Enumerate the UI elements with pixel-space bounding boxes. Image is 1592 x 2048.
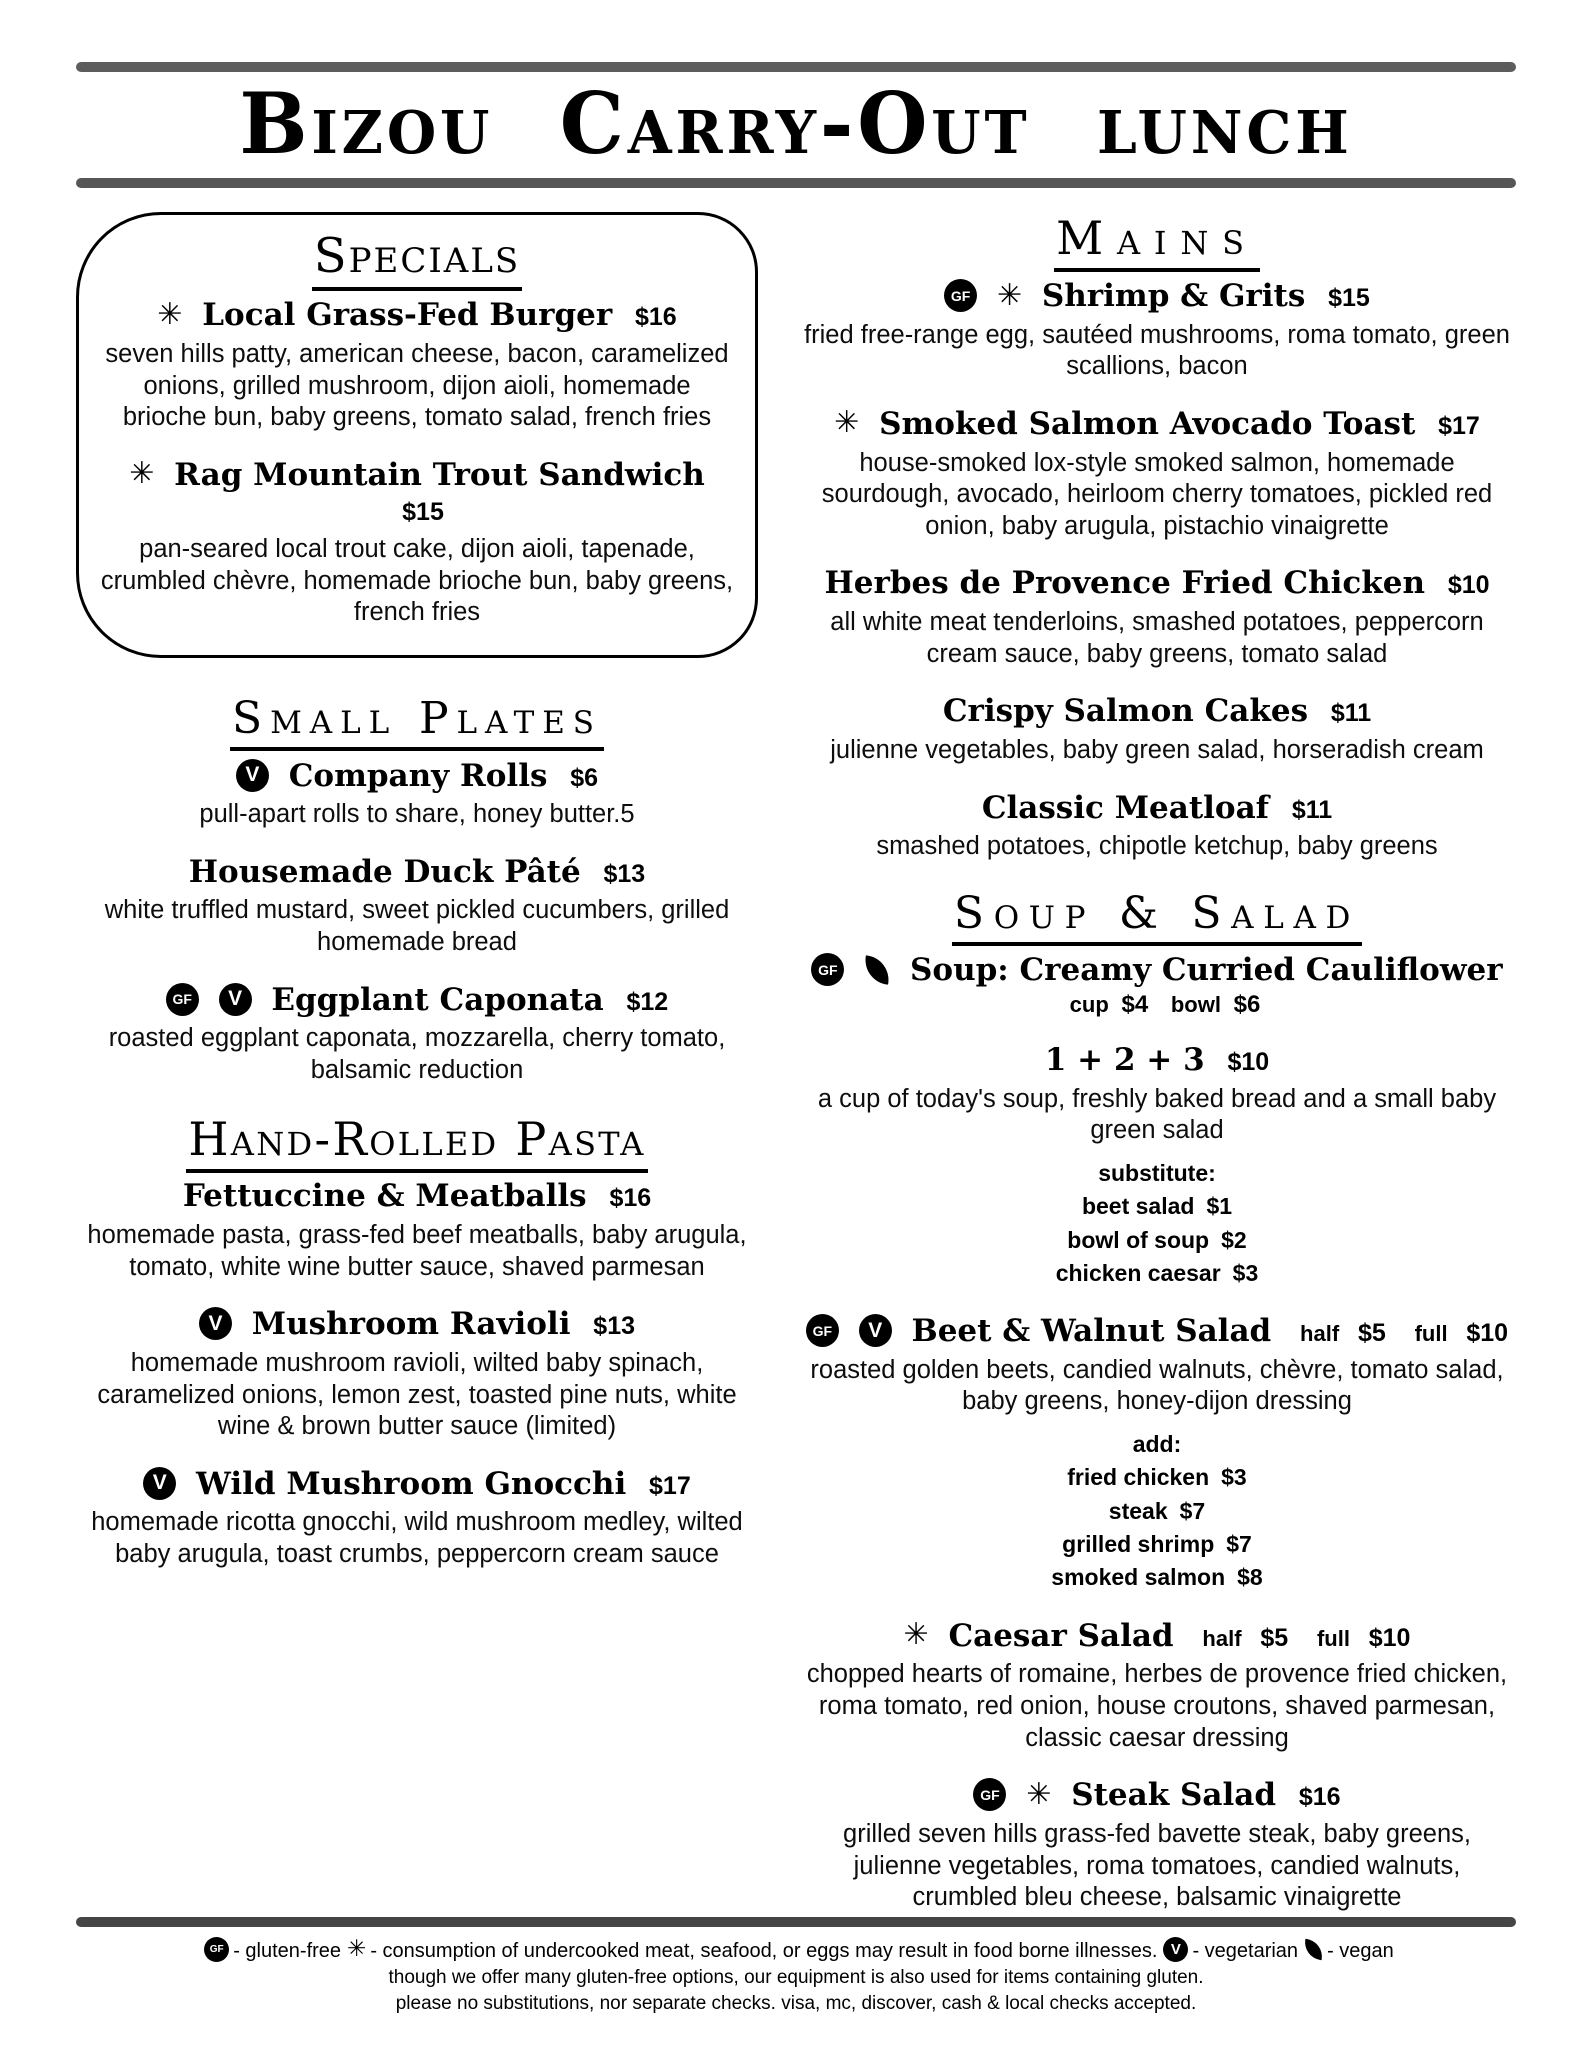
option-price: $7: [1226, 1531, 1252, 1558]
menu-item-herbes-de-provence-fried-chicken: [798, 566, 1516, 670]
item-name: Caesar Salad: [948, 1617, 1174, 1654]
substitute-options: [798, 1157, 1516, 1290]
add-option: [798, 1461, 1516, 1494]
undercooked-warning-icon: ✳: [1026, 1776, 1052, 1812]
section-mains: [798, 212, 1516, 863]
item-description: homemade ricotta gnocchi, wild mushroom medley, wilted baby arugula, toast crumbs, peppercorn cream sauce: [91, 1508, 743, 1568]
vegetarian-icon: V: [199, 1307, 232, 1340]
add-option: [798, 1528, 1516, 1561]
undercooked-warning-icon: ✳: [996, 277, 1023, 313]
option-label: fried chicken: [1067, 1464, 1210, 1491]
item-description: roasted golden beets, candied walnuts, chèvre, tomato salad, baby greens, honey-dijon dressing: [810, 1355, 1504, 1416]
item-name-line: [76, 1467, 758, 1503]
item-name-line: [76, 983, 758, 1019]
item-price: $13: [593, 1312, 636, 1341]
bottom-rule: [76, 1917, 1516, 1927]
item-price: $16: [1298, 1783, 1341, 1812]
gluten-free-icon: GF: [811, 953, 844, 986]
vegan-icon: [863, 955, 892, 984]
section-heading-small-plates: [76, 694, 758, 745]
half-label: half: [1202, 1625, 1242, 1651]
option-label: bowl of soup: [1067, 1226, 1210, 1253]
vegetarian-legend: - vegetarian: [1192, 1939, 1299, 1962]
item-name: Classic Meatloaf: [981, 789, 1270, 826]
add-options: [798, 1428, 1516, 1595]
top-rule: [76, 62, 1516, 72]
undercooked-warning-icon: ✳: [347, 1936, 367, 1963]
menu-item-housemade-duck-pate: [76, 855, 758, 959]
gluten-free-icon: GF: [973, 1778, 1006, 1811]
section-heading-mains: [798, 212, 1516, 265]
item-price: $15: [402, 498, 444, 527]
vegetarian-icon: V: [143, 1467, 176, 1500]
item-description: fried free-range egg, sautéed mushrooms, roma tomato, green scallions, bacon: [804, 320, 1510, 381]
section-heading-text: Hand-Rolled Pasta: [186, 1112, 647, 1173]
undercooked-warning-icon: ✳: [903, 1617, 929, 1653]
item-price: $10: [1447, 571, 1490, 600]
section-heading-text: Soup & Salad: [952, 888, 1362, 946]
item-name: Mushroom Ravioli: [251, 1306, 571, 1343]
section-heading-specials: [99, 229, 735, 284]
option-label: steak: [1108, 1497, 1168, 1524]
item-price: $13: [603, 859, 646, 888]
item-description: julienne vegetables, baby green salad, horseradish cream: [830, 735, 1484, 764]
half-price: $5: [1357, 1319, 1386, 1348]
vegetarian-icon: V: [219, 983, 252, 1016]
undercooked-legend: - consumption of undercooked meat, seafood, or eggs may result in food borne illnesses.: [370, 1939, 1158, 1962]
item-name: 1 + 2 + 3: [1044, 1042, 1205, 1078]
option-price: $2: [1221, 1226, 1247, 1253]
menu-item-rag-mountain-trout-sandwich: [99, 458, 735, 629]
item-description: chopped hearts of romaine, herbes de provence fried chicken, roma tomato, red onion, house croutons, shaved parmesan, classic caesar dressing: [806, 1660, 1508, 1752]
item-price: $10: [1227, 1048, 1270, 1076]
full-label: full: [1414, 1321, 1448, 1347]
menu-item-company-rolls: [76, 759, 758, 831]
policy-note: please no substitutions, nor separate checks. visa, mc, discover, cash & local checks accepted.: [395, 1993, 1197, 2015]
legend-line: [76, 1937, 1516, 1965]
item-name-line: [99, 458, 735, 529]
gluten-free-icon: GF: [204, 1937, 229, 1962]
item-description: smashed potatoes, chipotle ketchup, baby greens: [876, 832, 1438, 861]
item-name: Soup: Creamy Curried Cauliflower: [910, 952, 1503, 989]
half-price: $5: [1260, 1623, 1289, 1652]
vegetarian-icon: V: [236, 759, 269, 792]
menu-columns: [76, 212, 1516, 1917]
item-name-line: [798, 1314, 1516, 1350]
menu-item-crispy-salmon-cakes: [798, 694, 1516, 766]
item-name-line: [798, 1619, 1516, 1655]
menu-item-fettuccine-meatballs: [76, 1179, 758, 1283]
menu-item-caesar-salad: [798, 1619, 1516, 1754]
soup-size-prices: [798, 991, 1516, 1019]
add-title: add:: [1132, 1431, 1182, 1458]
add-option: [798, 1561, 1516, 1594]
item-name: Housemade Duck Pâté: [188, 853, 581, 890]
cup-price: $4: [1121, 991, 1149, 1018]
full-price: $10: [1466, 1319, 1509, 1348]
option-price: $3: [1232, 1259, 1259, 1286]
item-price: $12: [626, 987, 669, 1016]
item-description: roasted eggplant caponata, mozzarella, cherry tomato, balsamic reduction: [108, 1024, 726, 1084]
item-price: $17: [649, 1471, 691, 1500]
item-name-line: [76, 759, 758, 795]
option-price: $1: [1206, 1193, 1233, 1220]
item-price: $17: [1438, 411, 1480, 440]
substitute-option: [798, 1257, 1516, 1290]
menu-item-shrimp-and-grits: [798, 279, 1516, 383]
item-description: grilled seven hills grass-fed bavette steak, baby greens, julienne vegetables, roma tomatoes, candied walnuts, crumbled bleu cheese, balsamic vinaigrette: [843, 1819, 1471, 1912]
item-name-line: [798, 279, 1516, 315]
item-name: Rag Mountain Trout Sandwich: [174, 456, 705, 493]
item-price: $16: [635, 303, 677, 332]
menu-item-soup-of-the-day: [798, 953, 1516, 1019]
gluten-free-icon: GF: [166, 983, 199, 1016]
full-label: full: [1316, 1625, 1350, 1651]
item-name-line: [798, 791, 1516, 827]
full-price: $10: [1368, 1623, 1411, 1652]
vegan-icon: [1303, 1939, 1324, 1960]
menu-item-classic-meatloaf: [798, 791, 1516, 863]
item-name: Herbes de Provence Fried Chicken: [824, 565, 1426, 602]
menu-item-wild-mushroom-gnocchi: [76, 1467, 758, 1571]
menu-item-smoked-salmon-avocado-toast: [798, 407, 1516, 542]
substitute-option: [798, 1224, 1516, 1257]
bowl-price: $6: [1233, 991, 1261, 1018]
item-name-line: [76, 855, 758, 891]
item-price: $6: [570, 763, 599, 792]
option-label: chicken caesar: [1055, 1259, 1221, 1286]
vegetarian-icon: V: [859, 1314, 892, 1347]
item-name-line: [798, 1778, 1516, 1814]
item-description: white truffled mustard, sweet pickled cucumbers, grilled homemade bread: [104, 896, 730, 957]
item-name: Crispy Salmon Cakes: [942, 693, 1309, 730]
item-description: pull-apart rolls to share, honey butter.5: [199, 800, 635, 829]
item-name-line: [798, 694, 1516, 730]
item-name: Fettuccine & Meatballs: [182, 1178, 587, 1215]
menu-item-mushroom-ravioli: [76, 1307, 758, 1442]
section-heading-text: Small Plates: [230, 693, 604, 751]
substitute-option: [798, 1190, 1516, 1223]
item-description: homemade mushroom ravioli, wilted baby spinach, caramelized onions, lemon zest, toasted pine nuts, white wine & brown butter sauce (limited): [97, 1348, 737, 1441]
item-name: Smoked Salmon Avocado Toast: [879, 405, 1416, 442]
menu-item-steak-salad: [798, 1778, 1516, 1913]
left-column: [76, 212, 758, 1917]
half-label: half: [1300, 1321, 1340, 1347]
bowl-label: bowl: [1170, 992, 1221, 1017]
item-price: $11: [1330, 699, 1372, 728]
item-name-line: [76, 1307, 758, 1343]
gluten-free-icon: GF: [944, 279, 977, 312]
item-name: Wild Mushroom Gnocchi: [196, 1465, 627, 1502]
vegetarian-icon: V: [1163, 1937, 1188, 1962]
item-description: pan-seared local trout cake, dijon aioli, tapenade, crumbled chèvre, homemade brioche bun, baby greens, french fries: [100, 535, 734, 627]
vegan-legend: - vegan: [1327, 1939, 1394, 1962]
gluten-free-legend: - gluten-free: [233, 1939, 342, 1962]
section-heading-pasta: [76, 1113, 758, 1166]
item-name: Steak Salad: [1071, 1777, 1277, 1814]
item-name-line: [798, 953, 1516, 989]
substitute-title: substitute:: [1098, 1159, 1216, 1186]
footer: [76, 1917, 1516, 2018]
menu-item-beet-walnut-salad: [798, 1314, 1516, 1595]
gluten-free-icon: GF: [806, 1314, 839, 1347]
header-rule: [76, 178, 1516, 188]
option-label: grilled shrimp: [1062, 1531, 1215, 1558]
right-column: [798, 212, 1516, 1917]
cup-label: cup: [1069, 992, 1109, 1017]
option-price: $3: [1221, 1464, 1247, 1491]
option-price: $8: [1237, 1564, 1263, 1591]
section-soup-and-salad: [798, 889, 1516, 1914]
undercooked-warning-icon: ✳: [834, 405, 860, 441]
menu-item-local-grass-fed-burger: [99, 298, 735, 433]
specials-box: [76, 212, 758, 658]
item-description: house-smoked lox-style smoked salmon, homemade sourdough, avocado, heirloom cherry tomatoes, pickled red onion, baby arugula, pistachio vinaigrette: [821, 448, 1493, 540]
section-heading-text: Specials: [312, 228, 522, 291]
undercooked-warning-icon: ✳: [129, 456, 155, 492]
item-name: Eggplant Caponata: [271, 981, 604, 1018]
item-description: all white meat tenderloins, smashed potatoes, peppercorn cream sauce, baby greens, tomato salad: [830, 608, 1484, 668]
option-price: $7: [1179, 1497, 1206, 1524]
option-label: beet salad: [1081, 1193, 1195, 1220]
gluten-note: though we offer many gluten-free options, our equipment is also used for items containing gluten.: [388, 1966, 1204, 1988]
section-hand-rolled-pasta: [76, 1113, 758, 1571]
item-name-line: [798, 1043, 1516, 1079]
menu-item-eggplant-caponata: [76, 983, 758, 1087]
menu-item-1-2-3-combo: [798, 1043, 1516, 1290]
option-label: smoked salmon: [1051, 1564, 1226, 1591]
item-name: Local Grass-Fed Burger: [202, 297, 613, 334]
item-price: $16: [609, 1184, 652, 1213]
item-name: Company Rolls: [288, 757, 548, 794]
item-price: $11: [1291, 795, 1333, 824]
item-description: homemade pasta, grass-fed beef meatballs, baby arugula, tomato, white wine butter sauce, shaved parmesan: [87, 1221, 747, 1281]
item-name: Shrimp & Grits: [1041, 278, 1306, 315]
item-name-line: [99, 298, 735, 334]
item-description: seven hills patty, american cheese, bacon, caramelized onions, grilled mushroom, dijon aioli, homemade brioche bun, baby greens, tomato salad, french fries: [105, 340, 729, 432]
item-price: $15: [1328, 284, 1370, 313]
page-title: Bizou Carry-Out lunch: [239, 74, 1353, 173]
undercooked-warning-icon: ✳: [157, 296, 183, 332]
section-heading-text: Mains: [1054, 211, 1260, 272]
item-description: a cup of today's soup, freshly baked bread and a small baby green salad: [817, 1084, 1497, 1145]
add-option: [798, 1495, 1516, 1528]
item-name-line: [798, 566, 1516, 602]
item-name: Beet & Walnut Salad: [911, 1313, 1272, 1350]
section-small-plates: [76, 694, 758, 1087]
section-heading-soup-salad: [798, 889, 1516, 940]
item-name-line: [76, 1179, 758, 1215]
item-name-line: [798, 407, 1516, 443]
